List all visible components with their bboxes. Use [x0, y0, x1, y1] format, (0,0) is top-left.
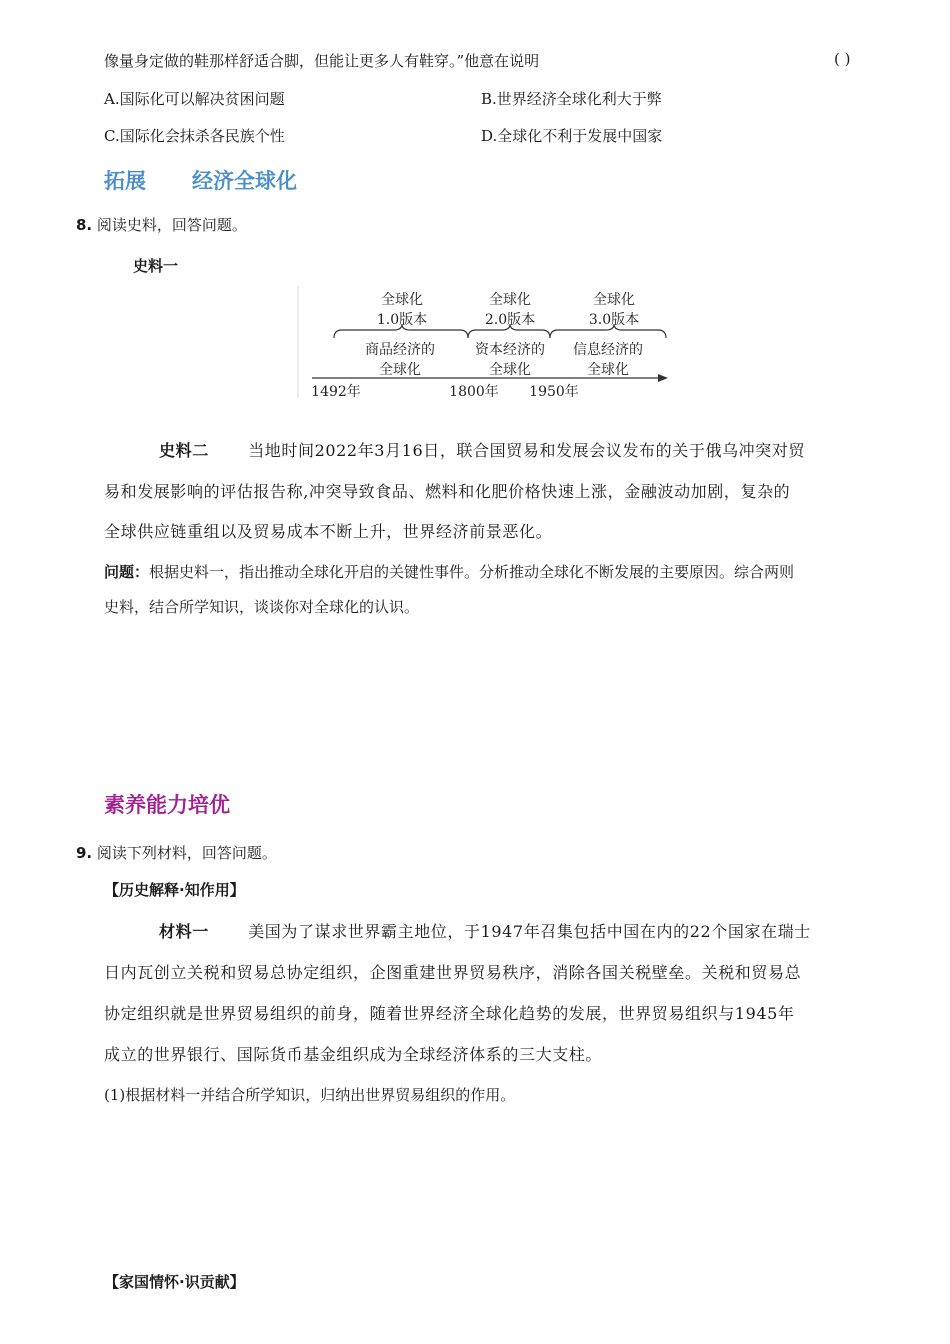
timeline-year-1950: 1950年: [529, 384, 579, 400]
timeline-version-3-line2: 3.0版本: [588, 312, 640, 328]
timeline-version-3-line1: 全球化: [593, 292, 635, 308]
timeline-stage-3-line2: 全球化: [587, 362, 629, 378]
question-8: [76, 214, 247, 235]
question-intro: 阅读史料，回答问题。: [96, 216, 247, 234]
globalization-timeline: [296, 282, 676, 402]
answer-blank: ( ): [834, 50, 851, 68]
material2-text-1: 当地时间2022年3月16日，联合国贸易和发展会议发布的关于俄乌冲突对贸: [248, 441, 806, 460]
material2-line-2: 易和发展影响的评估报告称,冲突导致食品、燃料和化肥价格快速上涨，金融波动加剧，复杂的: [104, 482, 791, 501]
timeline-year-1492: 1492年: [311, 384, 361, 400]
q9-material1-line-1: [159, 919, 811, 942]
q9-material1-line-4: 成立的世界银行、国际货币基金组织成为全球经济体系的三大支柱。: [104, 1045, 603, 1064]
question-intro: 阅读下列材料，回答问题。: [96, 844, 277, 862]
material2-line-3: 全球供应链重组以及贸易成本不断上升，世界经济前景恶化。: [104, 522, 553, 541]
q9-material1-line-2: 日内瓦创立关税和贸易总协定组织，企图重建世界贸易秩序，消除各国关税壁垒。关税和贸易总: [104, 963, 802, 982]
option-a: A.国际化可以解决贫困问题: [104, 90, 285, 108]
question-9: [76, 842, 277, 863]
timeline-year-1800: 1800年: [449, 384, 499, 400]
timeline-version-2-line2: 2.0版本: [484, 312, 536, 328]
q9-material1-line-3: 协定组织就是世界贸易组织的前身，随着世界经济全球化趋势的发展，世界贸易组织与1945年: [104, 1004, 795, 1023]
option-c: C.国际化会抹杀各民族个性: [104, 127, 285, 145]
section-label-expand: 拓展: [104, 169, 146, 193]
material1-label: 史料一: [133, 257, 179, 275]
section-title-expand: 经济全球化: [192, 169, 297, 193]
q9-material1-label: 材料一: [159, 922, 209, 941]
timeline-version-2-line1: 全球化: [489, 292, 531, 308]
section-title-literacy: 素养能力培优: [104, 793, 230, 817]
question-number: 8.: [76, 216, 93, 234]
option-d: D.全球化不利于发展中国家: [481, 127, 663, 145]
material2-line-1: [159, 438, 805, 461]
sub-question-1: (1)根据材料一并结合所学知识，归纳出世界贸易组织的作用。: [104, 1086, 516, 1104]
q7-stem: 像量身定做的鞋那样舒适合脚，但能让更多人有鞋穿。”他意在说明: [104, 52, 540, 70]
timeline-version-1-line2: 1.0版本: [376, 312, 428, 328]
timeline-stage-1-line2: 全球化: [379, 362, 421, 378]
q9-material1-text-1: 美国为了谋求世界霸主地位，于1947年召集包括中国在内的22个国家在瑞士: [248, 922, 811, 941]
timeline-stage-1-line1: 商品经济的: [365, 342, 435, 358]
tag-national-sentiment: 【家国情怀·识贡献】: [104, 1273, 245, 1291]
timeline-version-1-line1: 全球化: [381, 292, 423, 308]
material2-label: 史料二: [159, 441, 209, 460]
question-number: 9.: [76, 844, 93, 862]
timeline-stage-3-line1: 信息经济的: [573, 342, 643, 358]
tag-history-interpretation: 【历史解释·知作用】: [104, 881, 245, 899]
question-label: 问题：: [104, 563, 150, 581]
timeline-stage-2-line2: 全球化: [489, 362, 531, 378]
option-b: B.世界经济全球化利大于弊: [481, 90, 662, 108]
timeline-arrow: [658, 374, 668, 382]
question-text-1: 根据史料一，指出推动全球化开启的关键性事件。分析推动全球化不断发展的主要原因。综合两则: [149, 563, 795, 581]
timeline-stage-2-line1: 资本经济的: [475, 342, 545, 358]
question-prompt-line-1: [104, 561, 794, 582]
question-prompt-line-2: 史料，结合所学知识，谈谈你对全球化的认识。: [104, 598, 420, 616]
